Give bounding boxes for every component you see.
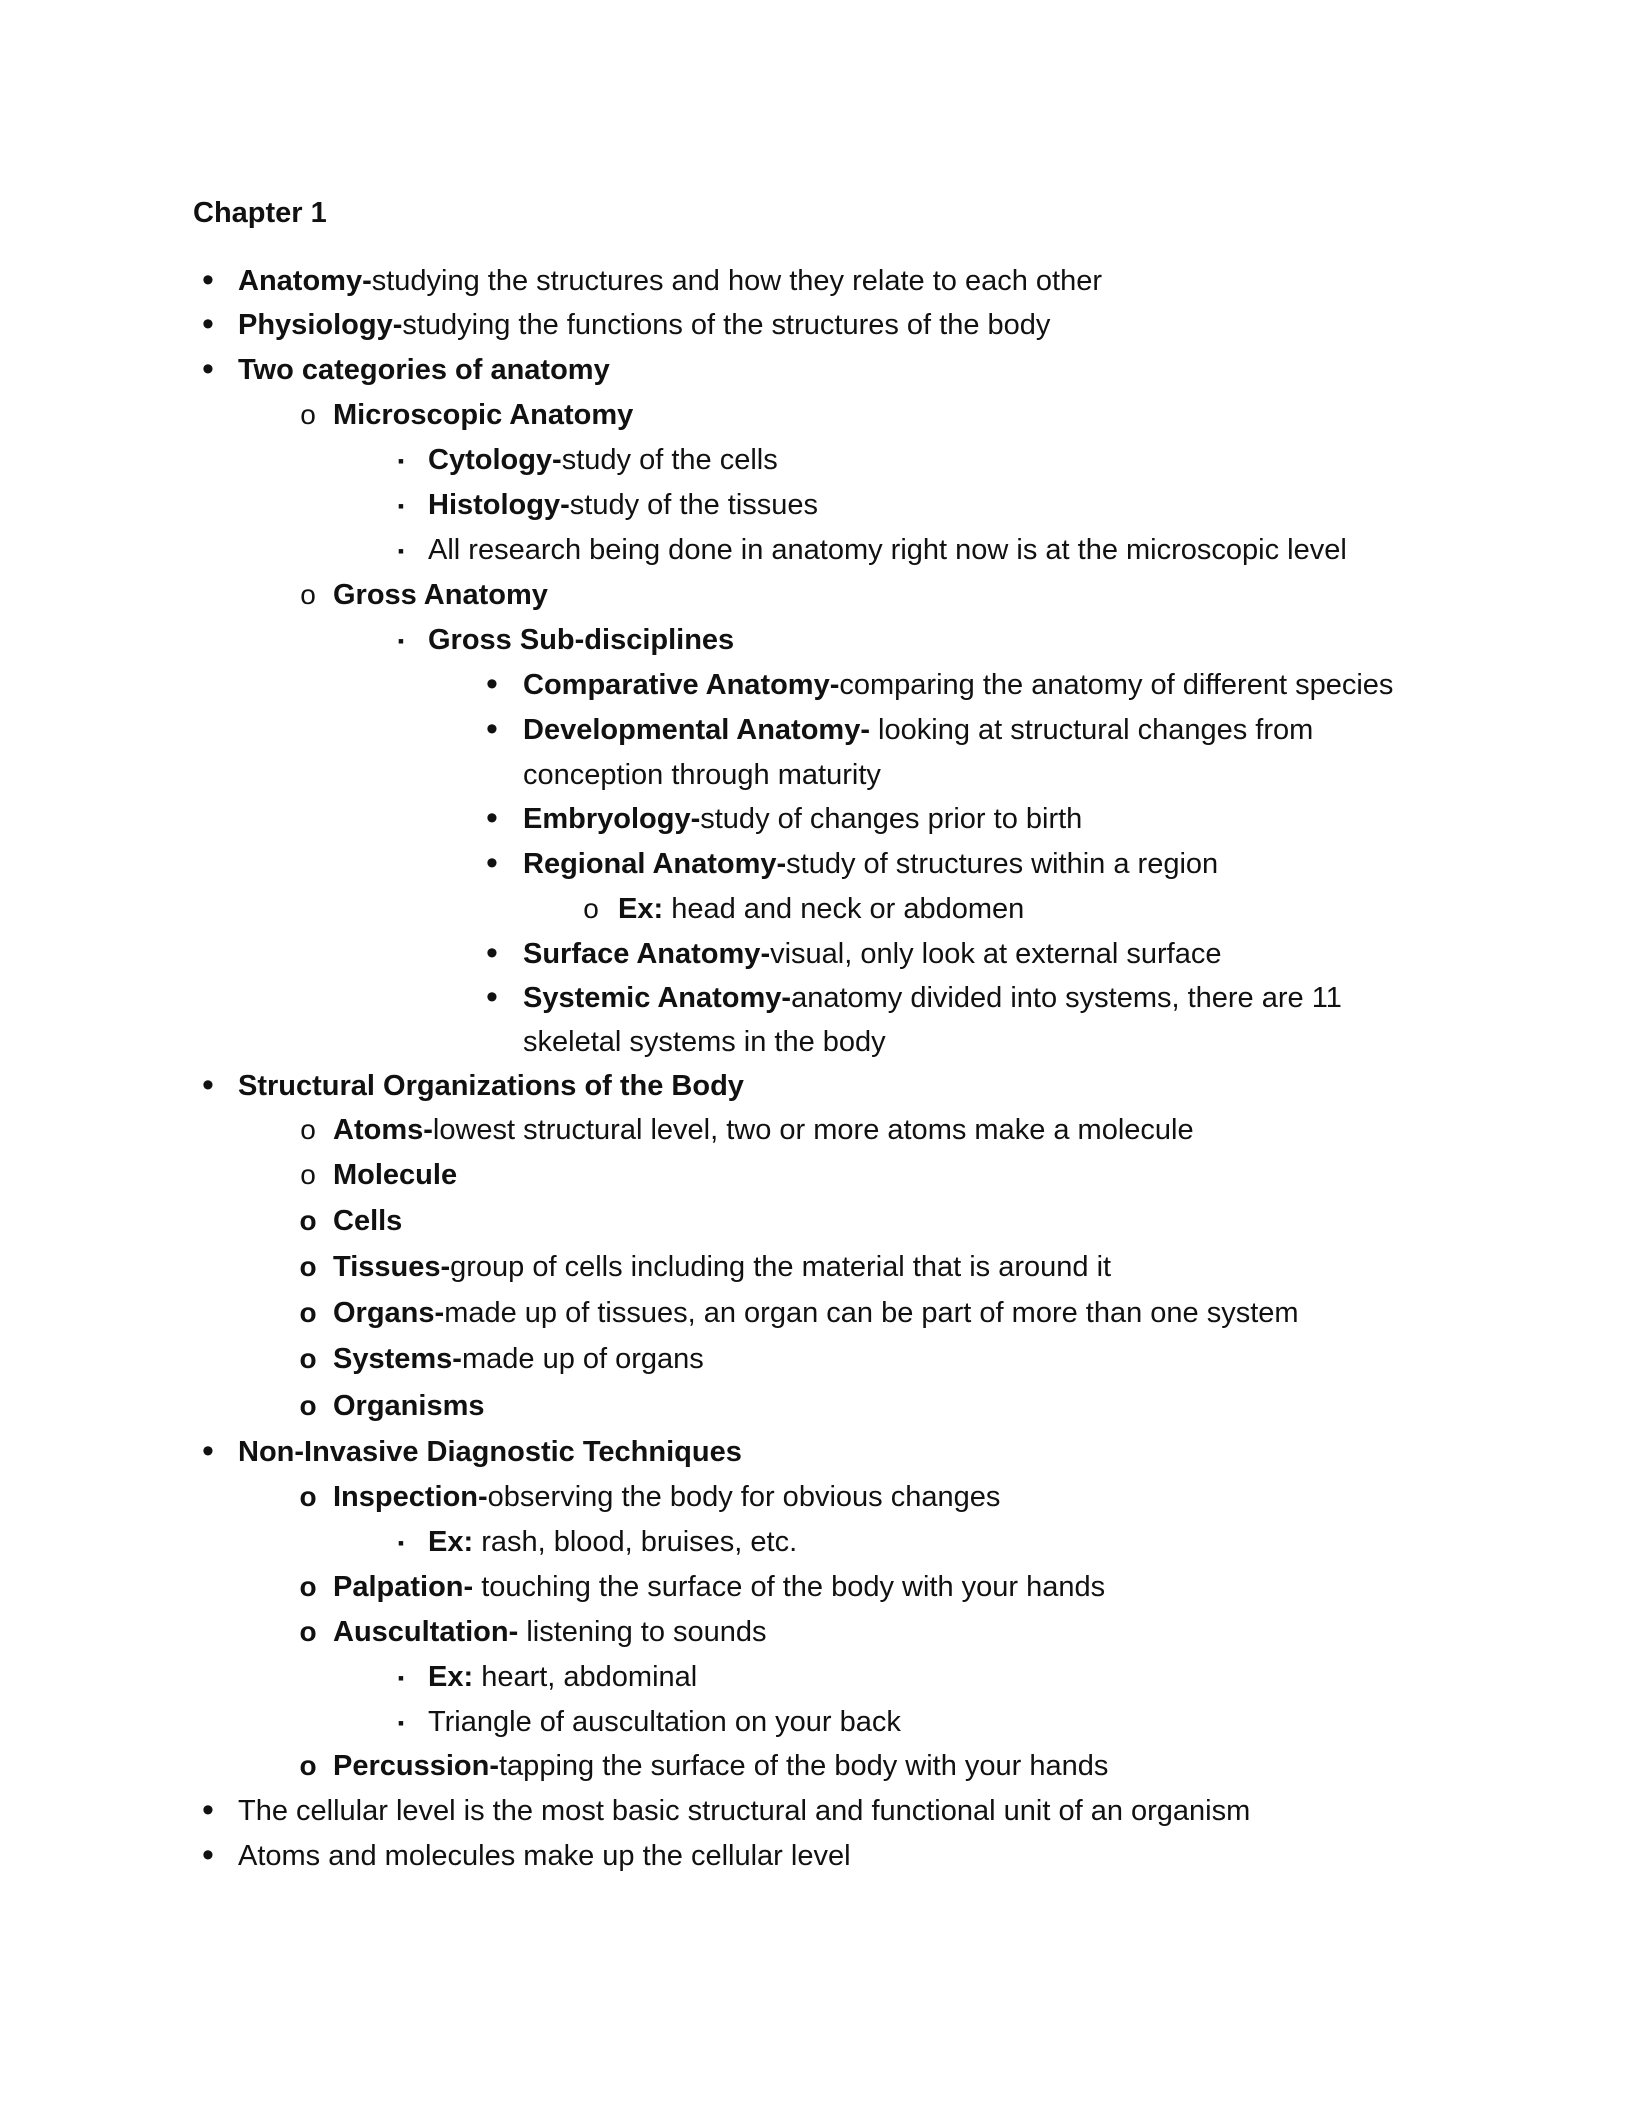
item-text: made up of tissues, an organ can be part of more than one system <box>444 1297 1299 1329</box>
list-marker: o <box>583 893 599 924</box>
list-item <box>238 1432 742 1472</box>
term-label: Physiology- <box>238 309 403 341</box>
term-label: Histology- <box>428 489 570 521</box>
term-label: Developmental Anatomy- <box>523 714 870 746</box>
item-text: tapping the surface of the body with your hands <box>499 1750 1109 1782</box>
list-marker: ▪ <box>397 1668 405 1688</box>
item-text: made up of organs <box>461 1343 704 1375</box>
term-label: Ex: <box>428 1526 474 1558</box>
list-marker: o <box>299 1251 317 1282</box>
list-marker: • <box>486 799 498 837</box>
list-item <box>333 1293 1299 1333</box>
term-label: Embryology- <box>523 803 701 835</box>
term-label: Two categories of anatomy <box>238 354 610 386</box>
list-marker: • <box>486 934 498 972</box>
item-text: Atoms and molecules make up the cellular level <box>238 1840 851 1872</box>
term-label: Percussion- <box>333 1750 499 1782</box>
list-item <box>523 710 1313 750</box>
term-label: Ex: <box>428 1661 474 1693</box>
item-text: anatomy divided into systems, there are 11 <box>791 982 1342 1014</box>
list-item <box>333 1746 1108 1786</box>
item-text: studying the structures and how they relate to each other <box>371 265 1103 297</box>
term-label: Inspection- <box>333 1481 488 1513</box>
list-item <box>523 1022 886 1062</box>
term-label: Gross Sub-disciplines <box>428 624 735 656</box>
item-text: conception through maturity <box>523 759 881 791</box>
list-marker: ▪ <box>397 496 405 516</box>
list-item <box>428 1657 697 1697</box>
item-text: rash, blood, bruises, etc. <box>473 1526 798 1558</box>
item-text: study of changes prior to birth <box>700 803 1083 835</box>
item-text: heart, abdominal <box>473 1661 698 1693</box>
list-marker: • <box>202 1791 214 1829</box>
list-marker: • <box>202 1066 214 1104</box>
list-marker: o <box>300 1159 316 1190</box>
list-item <box>428 1702 901 1742</box>
term-label: Comparative Anatomy- <box>523 669 840 701</box>
item-text: study of the tissues <box>569 489 819 521</box>
list-item <box>238 261 1102 301</box>
list-marker: o <box>300 399 316 430</box>
list-marker: • <box>486 665 498 703</box>
term-label: Systems- <box>333 1343 462 1375</box>
term-label: Gross Anatomy <box>333 579 548 611</box>
term-label: Ex: <box>618 893 664 925</box>
item-text: touching the surface of the body with your hands <box>473 1571 1106 1603</box>
list-item <box>523 755 881 795</box>
list-marker: o <box>299 1390 317 1421</box>
list-marker: o <box>299 1343 317 1374</box>
list-marker: ▪ <box>397 541 405 561</box>
list-item <box>523 978 1342 1018</box>
term-label: Non-Invasive Diagnostic Techniques <box>238 1436 742 1468</box>
chapter-title: Chapter 1 <box>193 197 327 229</box>
list-item <box>333 1386 485 1426</box>
list-item <box>523 799 1082 839</box>
item-text: studying the functions of the structures of the body <box>402 309 1051 341</box>
list-item <box>238 1836 851 1876</box>
item-text: comparing the anatomy of different species <box>839 669 1394 701</box>
list-marker: o <box>299 1571 317 1602</box>
list-marker: • <box>202 261 214 299</box>
item-text: observing the body for obvious changes <box>487 1481 1001 1513</box>
list-marker: o <box>299 1750 317 1781</box>
item-text: group of cells including the material that is around it <box>450 1251 1112 1283</box>
item-text: Triangle of auscultation on your back <box>428 1706 901 1738</box>
item-text: listening to sounds <box>518 1616 767 1648</box>
list-item <box>333 1110 1194 1150</box>
term-label: Molecule <box>333 1159 458 1191</box>
list-item <box>238 1791 1250 1831</box>
list-marker: ▪ <box>397 451 405 471</box>
list-marker: • <box>202 350 214 388</box>
list-item <box>428 485 818 525</box>
list-item <box>523 665 1393 705</box>
item-text: The cellular level is the most basic structural and functional unit of an organism <box>238 1795 1251 1827</box>
list-marker: • <box>202 305 214 343</box>
list-marker: o <box>300 579 316 610</box>
list-item <box>333 395 633 435</box>
item-text: study of the cells <box>561 444 778 476</box>
term-label: Atoms- <box>333 1114 433 1146</box>
term-label: Auscultation- <box>333 1616 519 1648</box>
item-text: All research being done in anatomy right now is at the microscopic level <box>428 534 1347 566</box>
term-label: Organs- <box>333 1297 445 1329</box>
list-item <box>428 440 778 480</box>
list-item <box>333 1247 1111 1287</box>
list-marker: o <box>299 1481 317 1512</box>
list-marker: ▪ <box>397 1713 405 1733</box>
item-text: head and neck or abdomen <box>663 893 1025 925</box>
term-label: Organisms <box>333 1390 485 1422</box>
list-item <box>333 1155 457 1195</box>
list-marker: o <box>299 1205 317 1236</box>
list-item <box>333 1201 402 1241</box>
list-marker: ▪ <box>397 1533 405 1553</box>
item-text: study of structures within a region <box>786 848 1219 880</box>
list-marker: • <box>486 710 498 748</box>
list-marker: • <box>486 978 498 1016</box>
list-item <box>333 1612 767 1652</box>
term-label: Microscopic Anatomy <box>333 399 634 431</box>
term-label: Surface Anatomy- <box>523 938 771 970</box>
list-item <box>333 575 548 615</box>
item-text: lowest structural level, two or more atoms make a molecule <box>432 1114 1194 1146</box>
list-item <box>428 1522 797 1562</box>
term-label: Tissues- <box>333 1251 451 1283</box>
term-label: Palpation- <box>333 1571 474 1603</box>
term-label: Systemic Anatomy- <box>523 982 792 1014</box>
term-label: Cytology- <box>428 444 562 476</box>
list-item <box>238 1066 744 1106</box>
list-marker: • <box>486 844 498 882</box>
list-marker: ▪ <box>397 631 405 651</box>
list-item <box>238 305 1050 345</box>
list-marker: o <box>299 1616 317 1647</box>
list-marker: o <box>300 1114 316 1145</box>
item-text: visual, only look at external surface <box>770 938 1222 970</box>
item-text: looking at structural changes from <box>870 714 1314 746</box>
list-marker: o <box>299 1297 317 1328</box>
list-marker: • <box>202 1836 214 1874</box>
term-label: Cells <box>333 1205 403 1237</box>
term-label: Structural Organizations of the Body <box>238 1070 744 1102</box>
term-label: Regional Anatomy- <box>523 848 787 880</box>
list-item <box>333 1339 704 1379</box>
list-item <box>333 1567 1105 1607</box>
list-item <box>333 1477 1000 1517</box>
list-item <box>523 844 1218 884</box>
list-item <box>428 620 734 660</box>
term-label: Anatomy- <box>238 265 372 297</box>
item-text: skeletal systems in the body <box>523 1026 886 1058</box>
list-item <box>428 530 1347 570</box>
list-item <box>523 934 1221 974</box>
list-marker: • <box>202 1432 214 1470</box>
list-item <box>238 350 610 390</box>
list-item <box>618 889 1024 929</box>
